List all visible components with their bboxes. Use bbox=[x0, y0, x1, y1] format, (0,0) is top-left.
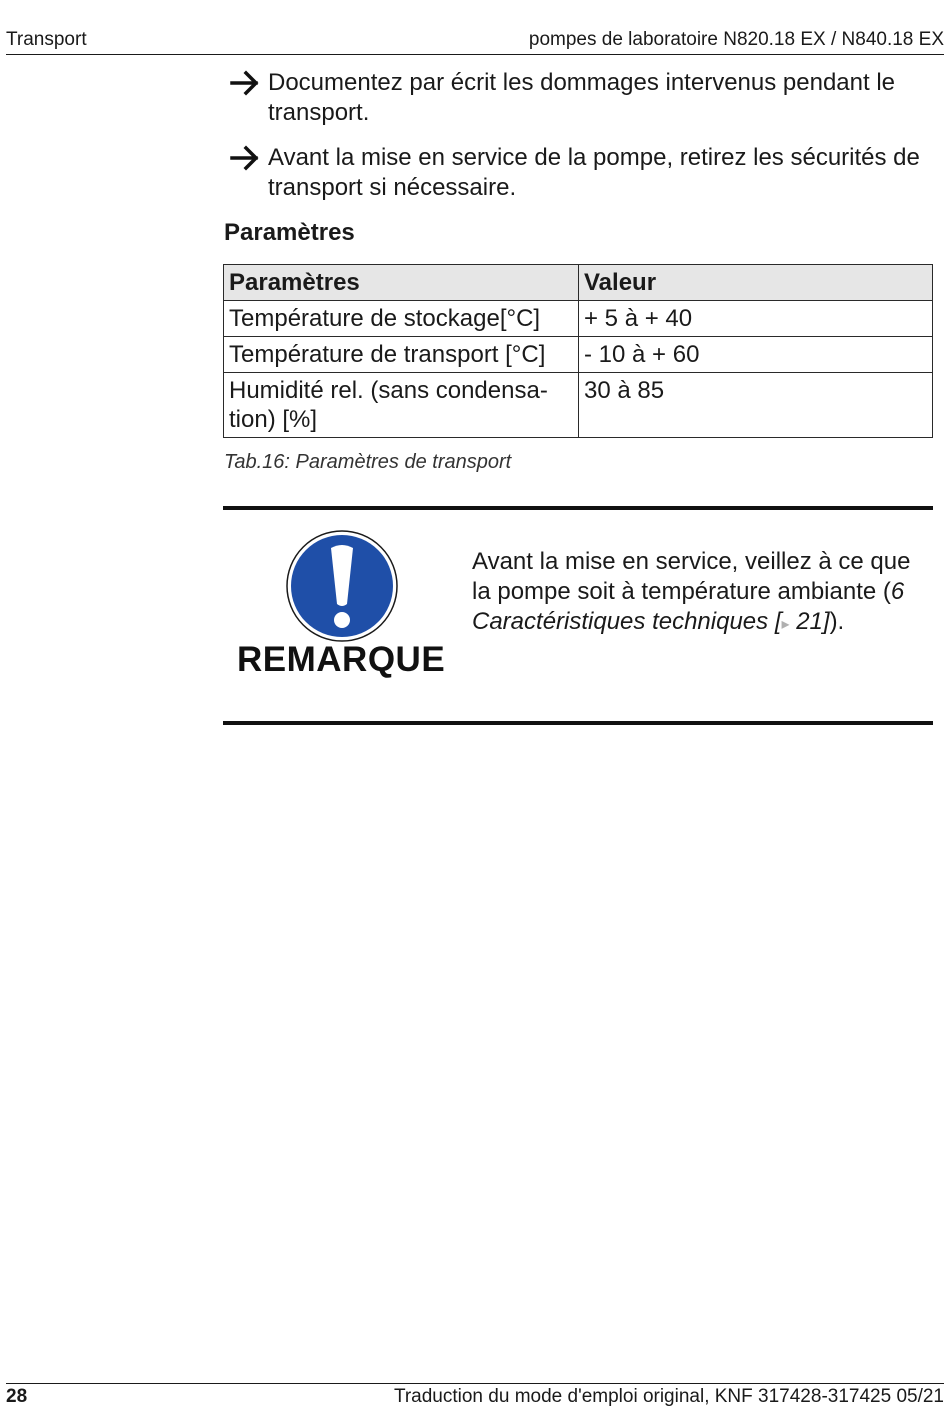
footer-document-info: Traduction du mode d'emploi original, KNF 317428-317425 05/21 bbox=[393, 1386, 944, 1407]
notice-top-rule bbox=[223, 506, 933, 510]
table-cell-value: + 5 à + 40 bbox=[579, 301, 933, 337]
header-product-title: pompes de laboratoire N820.18 EX / N840.18 EX bbox=[528, 29, 944, 50]
action-step-text: Avant la mise en service de la pompe, retirez les sécurités de transport si nécessaire. bbox=[268, 144, 920, 201]
table-row bbox=[224, 337, 933, 373]
table-cell-parameter: Température de transport [°C] bbox=[224, 337, 579, 373]
section-heading: Paramètres bbox=[224, 219, 355, 246]
table-row bbox=[224, 301, 933, 337]
page-footer bbox=[6, 1383, 944, 1408]
table-cell-parameter: Température de stockage[°C] bbox=[224, 301, 579, 337]
action-step bbox=[230, 68, 940, 128]
table-cell-parameter: Humidité rel. (sans condensa-tion) [%] bbox=[224, 373, 579, 438]
table-header-cell: Valeur bbox=[579, 265, 933, 301]
arrow-right-icon bbox=[230, 143, 262, 173]
notice-label: REMARQUE bbox=[237, 640, 446, 679]
table-cell-value: - 10 à + 60 bbox=[579, 337, 933, 373]
page-header bbox=[6, 26, 944, 55]
page-reference-arrow-icon: ▸ bbox=[781, 616, 790, 633]
cross-reference-page: 21] bbox=[789, 608, 830, 635]
arrow-right-icon bbox=[230, 68, 262, 98]
parameters-table bbox=[223, 264, 933, 438]
notice-bottom-rule bbox=[223, 721, 933, 725]
notice-text bbox=[472, 547, 927, 640]
cross-reference-title: 6 Caractéristiques techniques [ bbox=[472, 578, 905, 635]
page-number: 28 bbox=[6, 1386, 28, 1407]
table-header-row bbox=[224, 265, 933, 301]
table-cell-value: 30 à 85 bbox=[579, 373, 933, 438]
notice-text-body: Avant la mise en service, veillez à ce que la pompe soit à température ambiante ( bbox=[472, 548, 911, 605]
action-step-text: Documentez par écrit les dommages intervenus pendant le transport. bbox=[268, 69, 895, 126]
table-header-cell: Paramètres bbox=[224, 265, 579, 301]
notice-text-end: ). bbox=[829, 608, 845, 635]
exclamation-icon bbox=[286, 530, 398, 642]
table-caption: Tab.16: Paramètres de transport bbox=[224, 451, 512, 473]
action-step bbox=[230, 143, 940, 203]
table-row bbox=[224, 373, 933, 438]
header-section-title: Transport bbox=[6, 29, 87, 50]
